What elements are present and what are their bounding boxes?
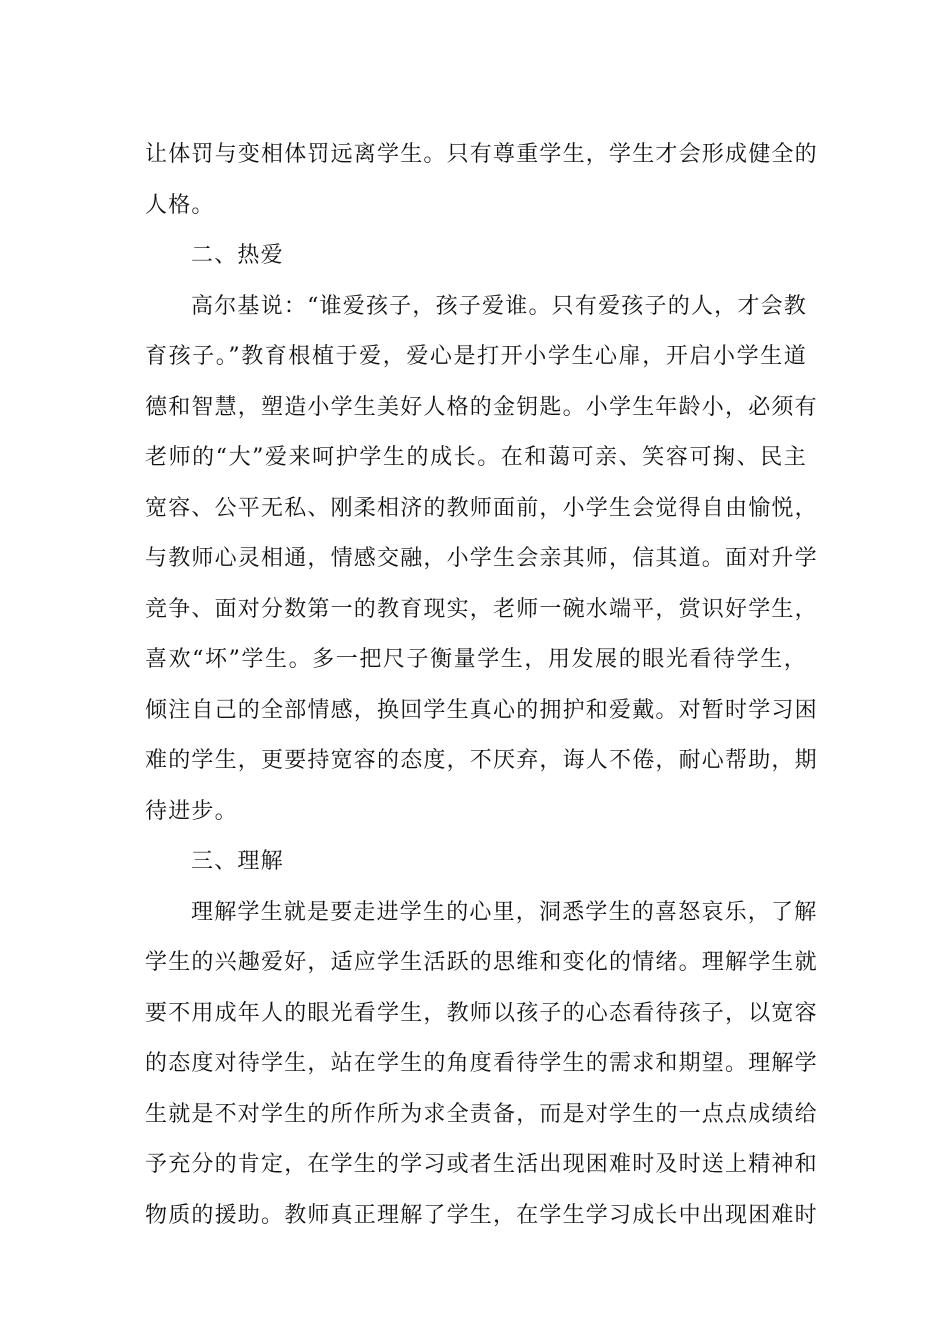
text-line: 让体罚与变相体罚远离学生。只有尊重学生，学生才会形成健全的 (145, 142, 818, 167)
text-line: 高尔基说：“谁爱孩子，孩子爱谁。只有爱孩子的人，才会教 (191, 293, 807, 319)
section-heading: 三、理解 (191, 849, 284, 874)
body-text (145, 130, 818, 1241)
text-line: 予充分的肯定，在学生的学习或者生活出现困难时及时送上精神和 (145, 1152, 818, 1177)
section-heading: 二、热爱 (191, 243, 284, 268)
text-line: 与教师心灵相通，情感交融，小学生会亲其师，信其道。面对升学 (145, 546, 818, 571)
text-line: 生就是不对学生的所作所为求全责备，而是对学生的一点点成绩给 (145, 1101, 818, 1127)
text-line: 育孩子。”教育根植于爱，爱心是打开小学生心扉，开启小学生道 (145, 344, 807, 369)
text-line: 喜欢“坏”学生。多一把尺子衡量学生，用发展的眼光看待学生， (145, 647, 807, 672)
text-line: 物质的援助。教师真正理解了学生，在学生学习成长中出现困难时 (145, 1202, 818, 1228)
text-line: 学生的兴趣爱好，适应学生活跃的思维和变化的情绪。理解学生就 (145, 950, 818, 975)
text-line: 老师的“大”爱来呵护学生的成长。在和蔼可亲、笑容可掬、民主 (145, 445, 807, 470)
text-line: 要不用成年人的眼光看学生，教师以孩子的心态看待孩子，以宽容 (145, 1000, 818, 1026)
text-line: 倾注自己的全部情感，换回学生真心的拥护和爱戴。对暂时学习困 (145, 697, 818, 723)
text-line: 理解学生就是要走进学生的心里，洞悉学生的喜怒哀乐，了解 (191, 899, 818, 925)
text-line: 的态度对待学生，站在学生的角度看待学生的需求和期望。理解学 (145, 1051, 818, 1076)
text-line: 待进步。 (145, 798, 238, 824)
text-line: 人格。 (145, 192, 215, 218)
text-line: 宽容、公平无私、刚柔相济的教师面前，小学生会觉得自由愉悦， (145, 495, 818, 521)
text-line: 德和智慧，塑造小学生美好人格的金钥匙。小学生年龄小，必须有 (145, 394, 818, 420)
text-line: 竞争、面对分数第一的教育现实，老师一碗水端平，赏识好学生， (145, 596, 818, 622)
text-line: 难的学生，更要持宽容的态度，不厌弃，诲人不倦，耐心帮助，期 (145, 748, 818, 773)
